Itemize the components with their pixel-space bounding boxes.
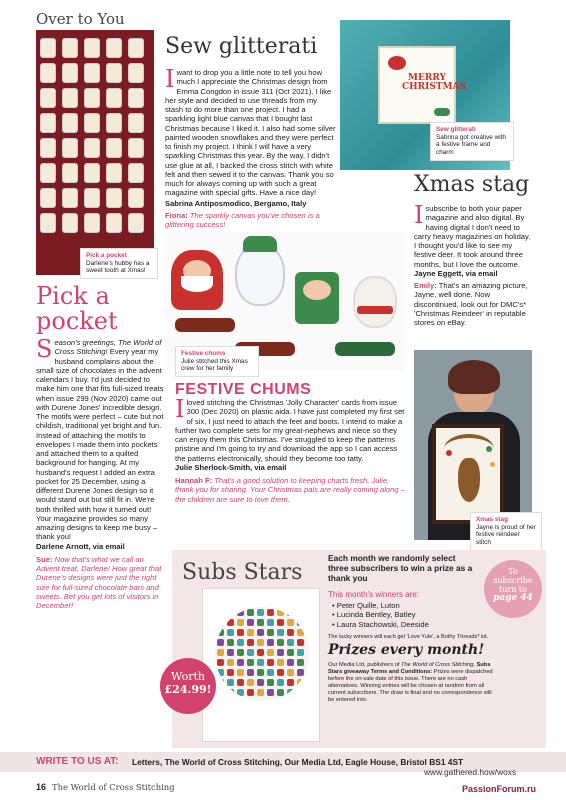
advent-pocket <box>84 63 100 83</box>
bauble-motif <box>277 659 284 666</box>
worth-badge <box>160 658 216 714</box>
bear-card <box>353 276 397 328</box>
jayne-hair <box>448 360 500 394</box>
bauble-design <box>215 607 309 701</box>
stitched-panel <box>378 46 466 124</box>
bauble-motif <box>217 679 224 686</box>
pocket-caption-title: Pick a pocket <box>86 252 127 259</box>
chums-reply-text: That's a good solution to keeping charts fresh, Julie, thank you for sharing. Your Christmas pals are really coming along – the children are sure to love them. <box>175 476 405 504</box>
bauble-motif <box>287 619 294 626</box>
advent-pocket <box>84 138 100 158</box>
stag-reply-name: Emily: <box>414 281 437 290</box>
advent-pocket <box>128 38 144 58</box>
bauble-motif <box>267 689 274 696</box>
bauble-motif <box>257 659 264 666</box>
advent-pocket <box>106 113 122 133</box>
bauble-motif <box>267 649 274 656</box>
bauble-motif <box>227 629 234 636</box>
advent-pocket <box>106 38 122 58</box>
boots-row-1 <box>175 318 235 332</box>
bauble-motif <box>247 619 254 626</box>
chums-caption-title: Festive chums <box>181 350 226 357</box>
bauble-motif <box>277 609 284 616</box>
bauble-motif <box>267 669 274 676</box>
bauble-motif <box>287 629 294 636</box>
advent-pocket <box>128 138 144 158</box>
bauble-motif <box>227 679 234 686</box>
pocket-letter <box>36 335 164 610</box>
reindeer-head <box>458 458 480 502</box>
snowman-hat <box>243 236 277 252</box>
sew-caption-title: Sew glitterati <box>436 126 476 133</box>
advent-pocket <box>84 38 100 58</box>
subscribe-badge[interactable] <box>484 560 542 618</box>
bauble-motif <box>277 649 284 656</box>
advent-pocket <box>40 213 56 233</box>
stag-body: subscribe to both your paper magazine and also digital. By having digital I don't need to carry heavy magazines on holiday. I thought you'd like to see my festive deer. It took around three months, but I love the outcome. <box>414 204 531 269</box>
section-label: Over to You <box>36 10 125 28</box>
advent-pocket-grid <box>40 38 150 238</box>
chums-letter <box>175 395 405 504</box>
pocket-caption <box>80 248 158 279</box>
advent-pocket <box>40 63 56 83</box>
pocket-greeting-mag: The World of Cross Stitching! <box>54 338 162 357</box>
bauble-motif <box>237 619 244 626</box>
footer-page-number: 16 <box>36 782 47 792</box>
stag-letter <box>414 201 532 327</box>
bauble-motif <box>277 679 284 686</box>
bauble-motif <box>217 639 224 646</box>
bauble-motif <box>257 689 264 696</box>
advent-pocket <box>106 138 122 158</box>
bauble-motif <box>297 669 304 676</box>
pocket-greeting: eason's greetings, <box>54 338 116 347</box>
bauble-motif <box>237 649 244 656</box>
sew-body: want to drop you a little note to tell you how much I appreciate the Christmas design from Emma Congdon in issue 311 (Oct 2021). I like her style and decided to use threads from my stash to do more than one project. I had a sparkling light blue canvas that I bought last Christmas because I liked it. I also had some silver painted wooden snowflakes and they were perfect to finish my project. I think I will have a very sparkling Christmas this year. By the way, I didn't use glue at all, I backed the cross stitch with white felt and then sewed it to the canvas. Thank you so much for always coming up with such a great magazine with special gifts. Have a nice day! <box>165 68 336 198</box>
terms-body: Prizes were dispatched before the on-sale date of this issue. There are no cash alternatives. Winning entries will be chosen at random from all current subscribers. The draw is final and no correspondence will be entered into. <box>328 669 493 704</box>
bauble-motif <box>227 689 234 696</box>
bauble-motif <box>227 649 234 656</box>
advent-pocket <box>40 88 56 108</box>
bauble-motif <box>257 609 264 616</box>
advent-pocket <box>62 63 78 83</box>
chums-dropcap: I <box>175 395 185 423</box>
subscribe-line-2: subscribe <box>493 575 533 585</box>
bauble-motif <box>237 689 244 696</box>
bauble-motif <box>227 619 234 626</box>
stag-reply <box>414 281 532 327</box>
bauble-motif <box>217 649 224 656</box>
subs-headline: Each month we randomly select three subscribers to win a prize as a thank you <box>328 553 473 583</box>
stag-signature: Jayne Eggett, via email <box>414 268 498 278</box>
terms-mag: The World of Cross Stitching, <box>401 662 476 668</box>
bauble-motif <box>227 609 234 616</box>
advent-pocket <box>84 88 100 108</box>
advent-pocket <box>40 188 56 208</box>
subs-kit-image <box>202 588 320 742</box>
bauble-motif <box>277 619 284 626</box>
subs-title: Subs Stars <box>182 560 303 585</box>
chums-caption-text: Julie stitched this Xmas crew for her family <box>181 357 248 373</box>
bauble-motif <box>267 639 274 646</box>
bauble-1 <box>446 450 452 456</box>
bauble-motif <box>287 679 294 686</box>
advent-pocket <box>84 213 100 233</box>
bauble-motif <box>277 689 284 696</box>
bauble-motif <box>237 629 244 636</box>
advent-pocket <box>62 88 78 108</box>
winner-item: • Lucinda Bentley, Batley <box>332 610 416 620</box>
bauble-motif <box>247 629 254 636</box>
stag-dropcap: I <box>414 201 424 229</box>
advent-pocket <box>106 213 122 233</box>
advent-pocket <box>62 113 78 133</box>
terms-bold: Subs Stars giveaway Terms and Conditions: <box>328 662 491 676</box>
subscribe-page: page 44 <box>493 593 533 604</box>
bauble-motif <box>297 649 304 656</box>
advent-pocket <box>40 113 56 133</box>
bauble-motif <box>247 669 254 676</box>
bauble-motif <box>257 649 264 656</box>
snowman-card <box>235 244 285 306</box>
sew-dropcap: I <box>165 65 175 93</box>
bauble-motif <box>287 609 294 616</box>
bauble-motif <box>257 619 264 626</box>
footer-magazine: The World of Cross Stitching <box>52 782 175 792</box>
pocket-reply-text: Now that's what we call an Advent treat, Darlene! How great that Durene's designs were just the right size for full-sized chocolate bars and sweets. Bet you get lots of visitors in December! <box>36 554 162 610</box>
bauble-motif <box>297 639 304 646</box>
terms-text <box>328 662 498 704</box>
advent-pocket <box>128 113 144 133</box>
bauble-motif <box>217 669 224 676</box>
bauble-motif <box>257 679 264 686</box>
robin-motif <box>388 56 406 70</box>
sew-title: Sew glitterati <box>165 34 318 59</box>
sew-caption <box>430 122 514 161</box>
write-label: WRITE TO US AT: <box>36 756 119 767</box>
advent-pocket <box>128 213 144 233</box>
advent-pocket <box>84 163 100 183</box>
write-address: Letters, The World of Cross Stitching, Our Media Ltd, Eagle House, Bristol BS1 4ST <box>132 757 464 767</box>
bauble-motif <box>267 609 274 616</box>
advent-pocket <box>106 88 122 108</box>
bauble-2 <box>486 446 492 452</box>
bauble-motif <box>237 669 244 676</box>
stag-reply-text: That's an amazing picture, Jayne, well done. Now discontinued, look out for DMC's* 'Christmas Reindeer' in reputable stores on eBay. <box>414 281 528 327</box>
chums-title: FESTIVE CHUMS <box>175 381 312 398</box>
stag-caption-text: Jayne is proud of her festive reindeer stitch <box>476 523 536 547</box>
bauble-motif <box>267 629 274 636</box>
pocket-caption-text: Darlene's hubby has a sweet tooth at Xmas! <box>86 259 150 275</box>
advent-pocket <box>62 138 78 158</box>
bauble-motif <box>247 639 254 646</box>
bauble-motif <box>277 669 284 676</box>
pocket-dropcap: S <box>36 335 53 363</box>
bauble-motif <box>287 649 294 656</box>
bauble-motif <box>267 679 274 686</box>
bauble-motif <box>217 629 224 636</box>
advent-pocket <box>62 213 78 233</box>
advent-pocket <box>40 138 56 158</box>
pocket-reply-name: Sue: <box>36 554 53 564</box>
bauble-motif <box>247 659 254 666</box>
bauble-motif <box>297 679 304 686</box>
bauble-motif <box>277 629 284 636</box>
bauble-motif <box>267 619 274 626</box>
winner-item: • Laura Stachowski, Deeside <box>332 619 429 629</box>
winners-label: This month's winners are: <box>328 590 419 599</box>
sew-signature: Sabrina Antiposmodico, Bergamo, Italy <box>165 198 307 208</box>
pocket-body: Every year my husband complains about the small size of chocolates in the advent calendars I buy. I'd just decided to make him one that fits full-sized treats when issue 299 (Nov 2020) came out with Durene Jones' incredible design. The motifs were perfect – cute but not childish, traditional yet bright and fun. Instead of attaching the motifs to envelopes I made them into pockets and attached them to a quilted background for hanging. At my husband's request I added an extra pocket for 25 December, using a different Durene Jones design so it would stand out but still fit in. We're both thrilled with how it turned out! Your magazine provides so many amazing designs to keep me busy – thank you! <box>36 347 164 542</box>
bauble-motif <box>287 689 294 696</box>
advent-pocket <box>40 163 56 183</box>
pocket-reply <box>36 555 164 611</box>
bauble-motif <box>257 639 264 646</box>
advent-pocket <box>62 188 78 208</box>
bauble-motif <box>217 619 224 626</box>
bauble-motif <box>247 689 254 696</box>
advent-pocket <box>106 63 122 83</box>
bauble-motif <box>217 689 224 696</box>
chums-signature: Julie Sherlock-Smith, via email <box>175 462 287 472</box>
bauble-motif <box>287 639 294 646</box>
terms-lead: Our Media Ltd, publishers of <box>328 662 400 668</box>
advent-pocket <box>106 188 122 208</box>
subscribe-line-3: turn to <box>499 584 527 594</box>
bauble-motif <box>237 609 244 616</box>
bauble-motif <box>297 609 304 616</box>
bauble-motif <box>297 659 304 666</box>
bauble-motif <box>247 649 254 656</box>
elf-face <box>303 280 331 300</box>
holly-motif <box>434 108 450 116</box>
advent-pocket <box>128 163 144 183</box>
bauble-motif <box>237 639 244 646</box>
winners-list <box>332 601 472 629</box>
reindeer-frame <box>432 424 504 524</box>
santa-beard <box>181 276 213 292</box>
sew-reply <box>165 211 337 230</box>
bauble-motif <box>227 659 234 666</box>
bauble-3 <box>490 462 495 467</box>
bauble-motif <box>227 669 234 676</box>
bauble-motif <box>227 639 234 646</box>
stag-title: Xmas stag <box>414 172 530 197</box>
winner-item: • Peter Quille, Luton <box>332 601 400 610</box>
bauble-motif <box>247 609 254 616</box>
bauble-motif <box>217 609 224 616</box>
bauble-motif <box>287 659 294 666</box>
bauble-motif <box>277 639 284 646</box>
sew-reply-name: Fiona: <box>165 210 188 220</box>
pocket-signature: Darlene Arnott, via email <box>36 541 125 551</box>
stag-caption <box>470 512 542 551</box>
advent-pocket <box>62 163 78 183</box>
advent-pocket <box>84 188 100 208</box>
advent-pocket <box>128 88 144 108</box>
stitched-text: MERRY CHRISTMAS <box>402 73 466 93</box>
bauble-motif <box>297 629 304 636</box>
bauble-motif <box>257 629 264 636</box>
bauble-motif <box>247 679 254 686</box>
bauble-motif <box>257 669 264 676</box>
watermark: PassionForum.ru <box>462 784 537 794</box>
advent-pocket <box>128 188 144 208</box>
subscribe-line-1: To <box>508 567 518 576</box>
bauble-motif <box>297 619 304 626</box>
subs-stars-panel <box>164 550 546 748</box>
boots-row-3 <box>335 342 395 356</box>
stag-caption-title: Xmas stag <box>476 516 508 523</box>
advent-pocket <box>62 38 78 58</box>
bauble-motif <box>217 659 224 666</box>
sew-caption-text: Sabrina got creative with a festive frame and charm <box>436 133 506 157</box>
footer-url[interactable]: www.gathered.how/woxs <box>424 767 517 777</box>
chums-caption <box>175 346 259 377</box>
pocket-title: Pick a pocket <box>36 282 118 336</box>
chums-reply <box>175 476 405 504</box>
advent-pocket <box>84 113 100 133</box>
bauble-motif <box>287 669 294 676</box>
prizes-title: Prizes every month! <box>328 642 485 658</box>
bear-scarf <box>357 306 393 314</box>
advent-pocket <box>40 38 56 58</box>
worth-value: £24.99! <box>164 683 212 697</box>
sew-reply-text: The sparkly canvas you've chosen is a glittering success! <box>165 210 320 229</box>
bauble-motif <box>237 659 244 666</box>
prize-note: The lucky winners will each get 'Love Yule', a Bothy Threads* kit. <box>328 634 489 640</box>
sew-letter <box>165 65 337 229</box>
worth-label: Worth <box>171 670 205 683</box>
bauble-motif <box>297 689 304 696</box>
advent-pocket <box>106 163 122 183</box>
chums-body: loved stitching the Christmas 'Jolly Character' cards from issue 300 (Dec 2020) on plastic aida. I have just completed my first set of six, I just need to attach the feet and boots. I intend to make a further two complete sets for my great-nephews and niece so they can enjoy them this Christmas. I've struggled to keep the patterns pristine and I'm going to try and download the app so I can access the patterns electronically, should they become too tatty. <box>175 398 405 463</box>
bauble-motif <box>237 679 244 686</box>
advent-pocket <box>128 63 144 83</box>
chums-reply-name: Hannah F: <box>175 476 213 485</box>
advent-calendar-photo <box>36 30 154 275</box>
bauble-motif <box>267 659 274 666</box>
